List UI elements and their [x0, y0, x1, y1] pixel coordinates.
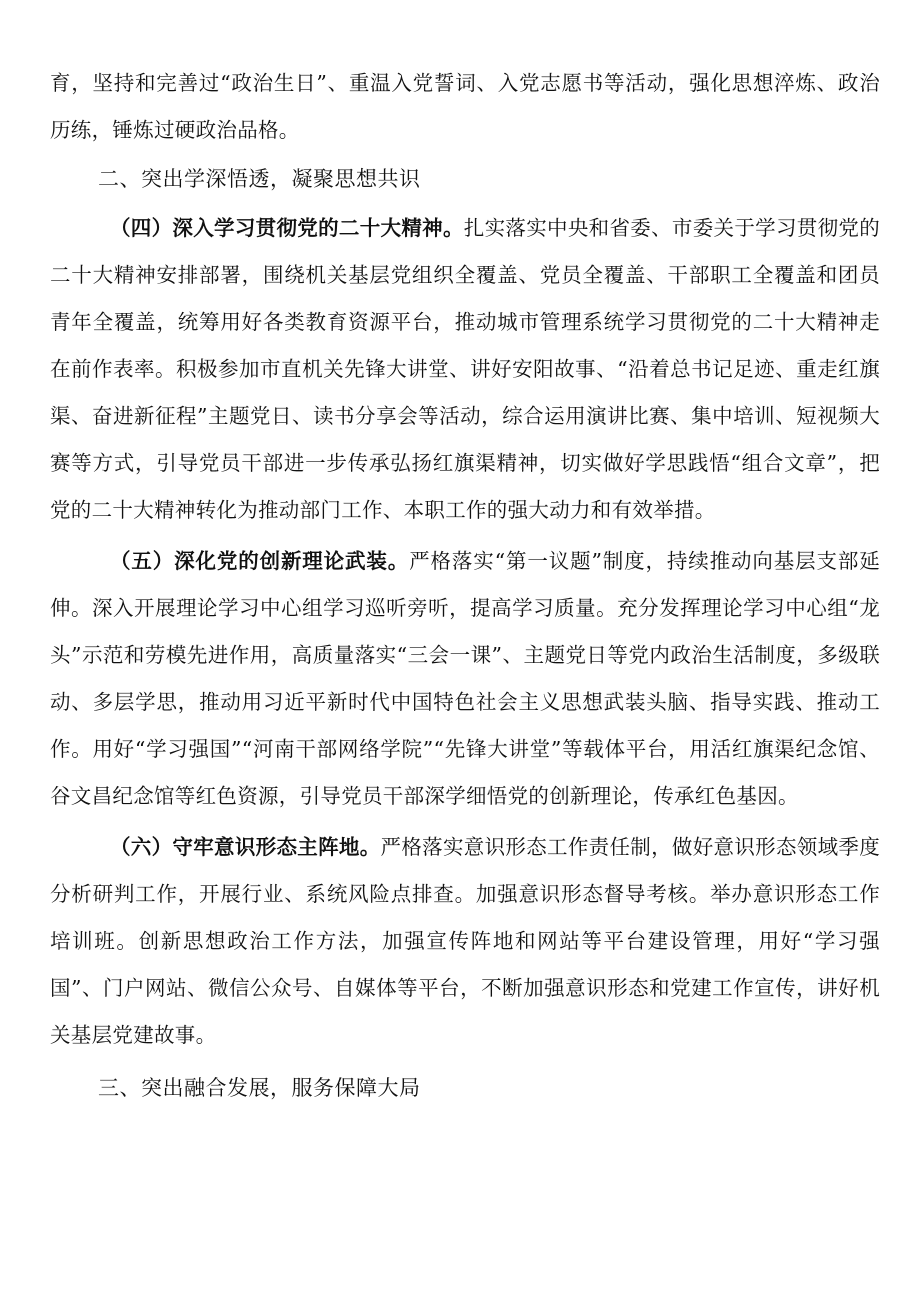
paragraph-item-6 [50, 824, 880, 1059]
document-page [50, 60, 880, 1112]
item-5-title: （五）深化党的创新理论武装。 [110, 549, 410, 573]
section-heading-3: 三、突出融合发展，服务保障大局 [98, 1076, 421, 1100]
item-4-body: 扎实落实中央和省委、市委关于学习贯彻党的二十大精神安排部署，围绕机关基层党组织全覆盖、党员全覆盖、干部职工全覆盖和团员青年全覆盖，统筹用好各类教育资源平台，推动城市管理系统学习贯彻党的二十大精神走在前作表率。积极参加市直机关先锋大讲堂、讲好安阳故事、“沿着总书记足迹、重走红旗渠、奋进新征程”主题党日、读书分享会等活动，综合运用演讲比赛、集中培训、短视频大赛等方式，引导党员干部进一步传承弘扬红旗渠精神，切实做好学思践悟“组合文章”，把党的二十大精神转化为推动部门工作、本职工作的强大动力和有效举措。 [50, 216, 881, 522]
item-4-title: （四）深入学习贯彻党的二十大精神。 [110, 216, 464, 240]
section-heading-2: 二、突出学深悟透，凝聚思想共识 [98, 167, 421, 191]
paragraph-item-5 [50, 538, 880, 820]
paragraph-item-4 [50, 205, 880, 534]
item-5-body: 严格落实“第一议题”制度，持续推动向基层支部延伸。深入开展理论学习中心组学习巡听旁听，提高学习质量。充分发挥理论学习中心组“龙头”示范和劳模先进作用，高质量落实“三会一课”、主题党日等党内政治生活制度，多级联动、多层学思，推动用习近平新时代中国特色社会主义思想武装头脑、指导实践、推动工作。用好“学习强国”“河南干部网络学院”“先锋大讲堂”等载体平台，用活红旗渠纪念馆、谷文昌纪念馆等红色资源，引导党员干部深学细悟党的创新理论，传承红色基因。 [50, 549, 881, 808]
item-6-body: 严格落实意识形态工作责任制，做好意识形态领域季度分析研判工作，开展行业、系统风险点排查。加强意识形态督导考核。举办意识形态工作培训班。创新思想政治工作方法，加强宣传阵地和网站等平台建设管理，用好“学习强国”、门户网站、微信公众号、自媒体等平台，不断加强意识形态和党建工作宣传，讲好机关基层党建故事。 [50, 835, 880, 1047]
intro-paragraph: 育，坚持和完善过“政治生日”、重温入党誓词、入党志愿书等活动，强化思想淬炼、政治历练，锤炼过硬政治品格。 [50, 71, 880, 142]
item-6-title: （六）守牢意识形态主阵地。 [110, 835, 381, 859]
